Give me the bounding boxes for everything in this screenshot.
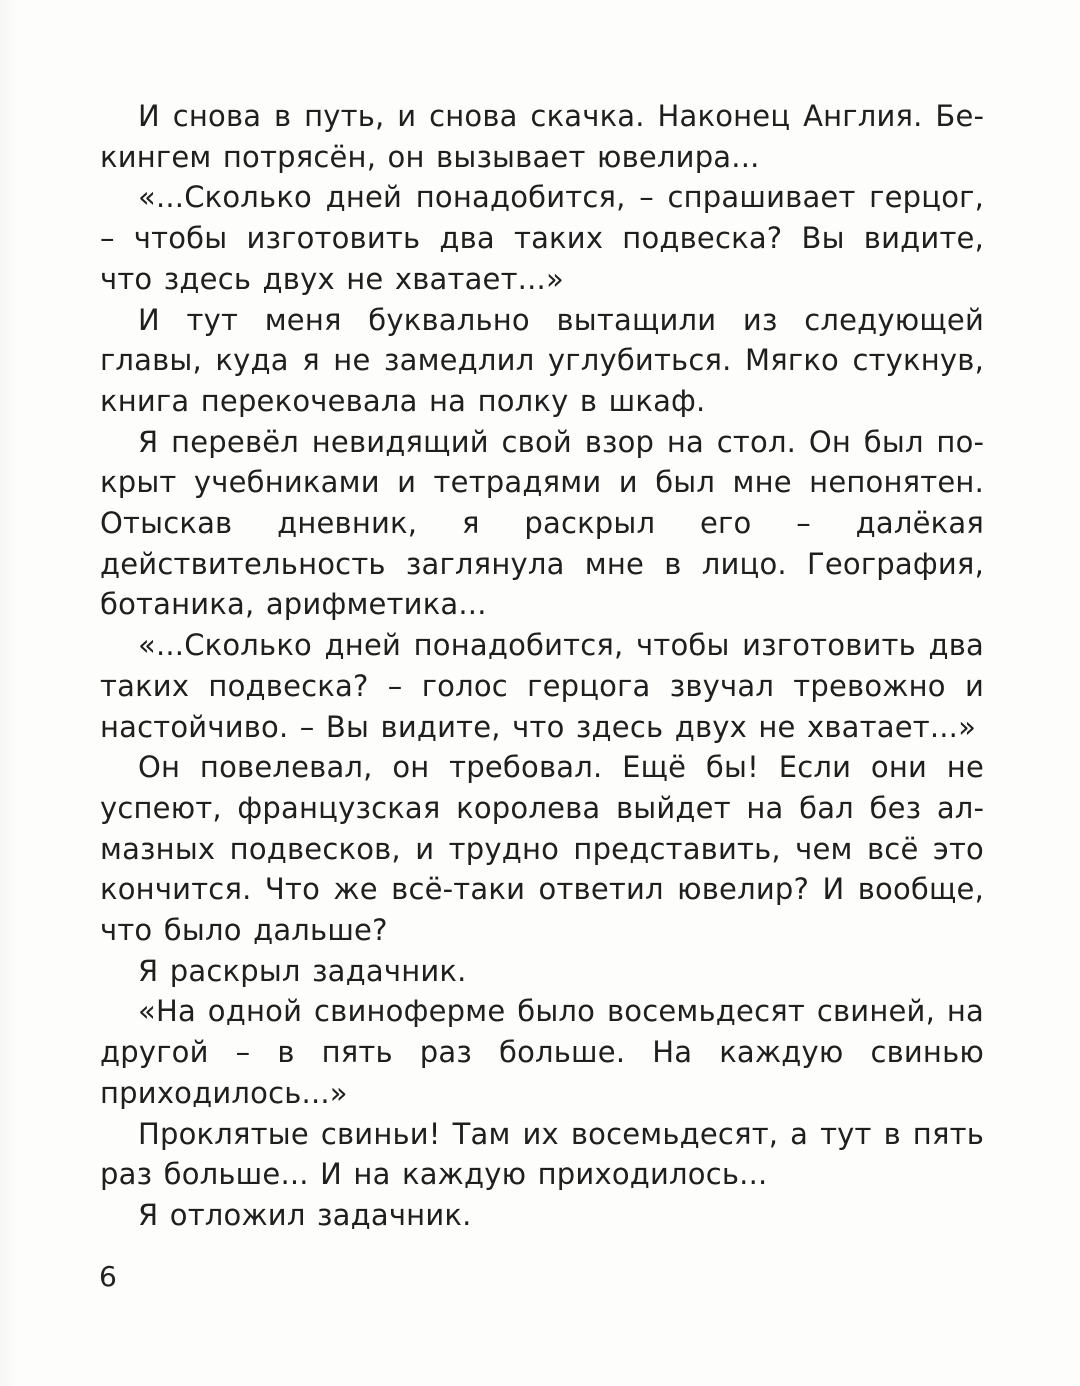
paragraph-3: И тут меня буквально вытащили из следующей главы, куда я не замедлил углубиться. Мягко стукнув, книга перекочевала на полку в шкаф. (100, 302, 984, 418)
page-text (100, 96, 984, 1236)
paragraph-7: Я раскрыл задачник. (138, 953, 467, 988)
paragraph-1: И снова в путь, и снова скачка. Наконец Англия. Бекингем потрясён, он вызывает ювелира... (100, 99, 984, 174)
paragraph-6: Он повелевал, он требовал. Ещё бы! Если они не успеют, французская королева выйдет на бал без алмазных подвесков, и трудно представить, чем всё это кончится. Что же всё-таки ответил ювелир? И вообще, что было дальше? (100, 750, 984, 948)
paragraph-10: Я отложил задачник. (138, 1197, 472, 1232)
paragraph-9: Проклятые свиньи! Там их восемьдесят, а тут в пять раз больше... И на каждую приходилось... (100, 1116, 984, 1192)
paragraph-4: Я перевёл невидящий свой взор на стол. Он был покрыт учебниками и тетрадями и был мне непонятен. Отыскав дневник, я раскрыл его – далёкая действительность заглянула мне в лицо. География, ботаника, арифметика... (100, 424, 984, 622)
paragraph-2: «...Сколько дней понадобится, – спрашивает герцог, – чтобы изготовить два таких подвеска? Вы видите, что здесь двух не хватает...» (100, 180, 984, 296)
paragraph-5: «...Сколько дней понадобится, чтобы изготовить два таких подвеска? – голос герцога звучал тревожно и настойчиво. – Вы видите, что здесь двух не хватает...» (100, 628, 984, 744)
paragraph-8: «На одной свиноферме было восемьдесят свиней, на другой – в пять раз больше. На каждую свинью приходилось...» (100, 994, 984, 1110)
page-number: 6 (99, 1260, 117, 1293)
